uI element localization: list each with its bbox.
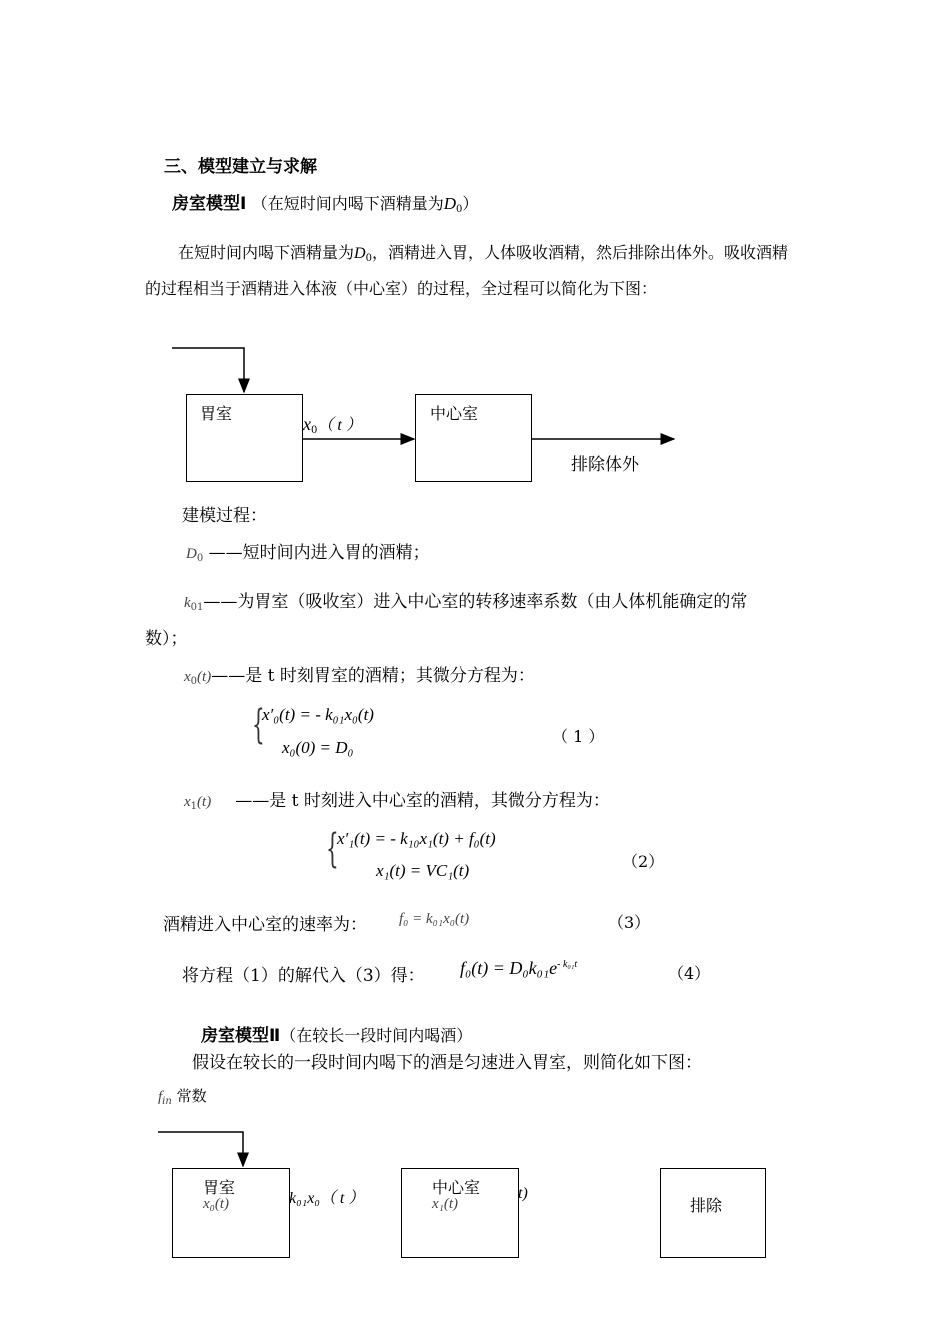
eq4-formula [460,958,577,979]
para1-sub: 0 [365,253,372,264]
def-x0-sub: 0 [190,676,198,687]
d2-flow-label: k₀₁x₀（ t ） [289,1190,365,1207]
model1-title-note: （在短时间内喝下酒精量为 [251,194,444,213]
model1-title-var: D [443,194,457,213]
model1-title: 房室模型Ⅰ [172,194,247,214]
def-k-sub: 01 [190,602,204,613]
def-x1 [184,786,610,812]
def-x1-text: ——是 t 时刻进入中心室的酒精，其微分方程为： [235,791,610,811]
process-label: 建模过程： [182,506,267,526]
d2-input-arrow [158,1132,243,1166]
d1-flow-arg: （ t ） [317,417,362,434]
d2-center-label: 中心室 [432,1178,481,1197]
eq2-line1: x′₁(t) = - k₁₀x₁(t) + f₀(t) [337,829,496,848]
eq2-number: （2） [622,852,665,871]
eq4-text: 将方程（1）的解代入（3）得： [182,966,425,986]
fin-sym: f [158,1089,163,1105]
eq3-number: （3） [608,913,651,932]
def-x0 [184,661,535,687]
d2-center-var: x₁(t) [432,1196,459,1212]
model2-title-line [201,1021,472,1046]
d1-center-label: 中心室 [430,404,479,423]
d1-flow-var: x [303,414,311,434]
def-d0-sub: 0 [196,553,204,564]
def-d0 [186,538,430,564]
eq1-number: （ 1 ） [552,727,605,746]
eq4-exponent: - k₀₁t [557,959,578,970]
para1-text-a: 在短时间内喝下酒精量为 [178,243,355,262]
model1-title-sub: 0 [456,204,463,215]
model1-para-line2: 的过程相当于酒精进入体液（中心室）的过程，全过程可以简化为下图： [145,279,658,298]
eq2-brace: { [326,826,339,872]
model2-para: 假设在较长的一段时间内喝下的酒是匀速进入胃室，则简化如下图： [192,1053,702,1073]
d1-flow-sub: 0 [311,425,318,436]
model2-title: 房室模型Ⅱ [201,1026,281,1046]
d2-stomach-var: x₀(t) [203,1196,230,1212]
eq1-brace: { [252,702,265,748]
def-d0-sym: D [186,546,197,562]
fin-label [158,1085,207,1107]
d2-stomach-label: 胃室 [203,1178,236,1197]
def-x0-sym: x [184,669,191,685]
def-x0-arg: (t) [197,669,212,685]
eq2-line2: x₁(t) = VC₁(t) [376,861,470,880]
model1-title-close: ） [462,194,479,213]
def-k01 [184,587,747,613]
fin-sub: in [162,1096,172,1107]
def-x1-sym: x [184,794,191,810]
def-x1-arg: (t) [197,794,212,810]
def-d0-text: ——短时间内进入胃的酒精； [208,543,430,563]
para1-text-b: ，酒精进入胃，人体吸收酒精，然后排除出体外。吸收酒精 [371,243,788,262]
section-heading: 三、模型建立与求解 [164,157,317,177]
eq3-formula: f₀ = k₀₁x₀(t) [399,911,470,927]
eq3-text: 酒精进入中心室的速率为： [163,915,367,935]
d1-stomach-label: 胃室 [200,404,233,423]
d1-flow-label [303,412,362,436]
eq4-formula-main: f₀(t) = D₀k₀₁e [460,958,558,978]
d1-exit-label: 排除体外 [571,455,639,475]
para1-var: D [354,245,366,262]
def-k-text: ——为胃室（吸收室）进入中心室的转移速率系数（由人体机能确定的常 [203,592,748,612]
eq1-line1: x′₀(t) = - k₀₁x₀(t) [262,705,374,724]
d2-center-flow: t) [518,1185,528,1202]
def-k-sym: k [184,595,191,611]
fin-text: 常数 [171,1087,207,1105]
model2-title-note: （在较长一段时间内喝酒） [280,1026,473,1045]
eq4-number: （4） [668,964,711,983]
def-k01-cont: 数）； [145,629,188,649]
d2-exit-label: 排除 [690,1196,723,1215]
eq1-line2: x₀(0) = D₀ [282,738,354,757]
def-x1-sub: 1 [190,801,198,812]
def-x0-text: ——是 t 时刻胃室的酒精；其微分方程为： [211,666,535,686]
d1-input-arrow [172,348,244,392]
